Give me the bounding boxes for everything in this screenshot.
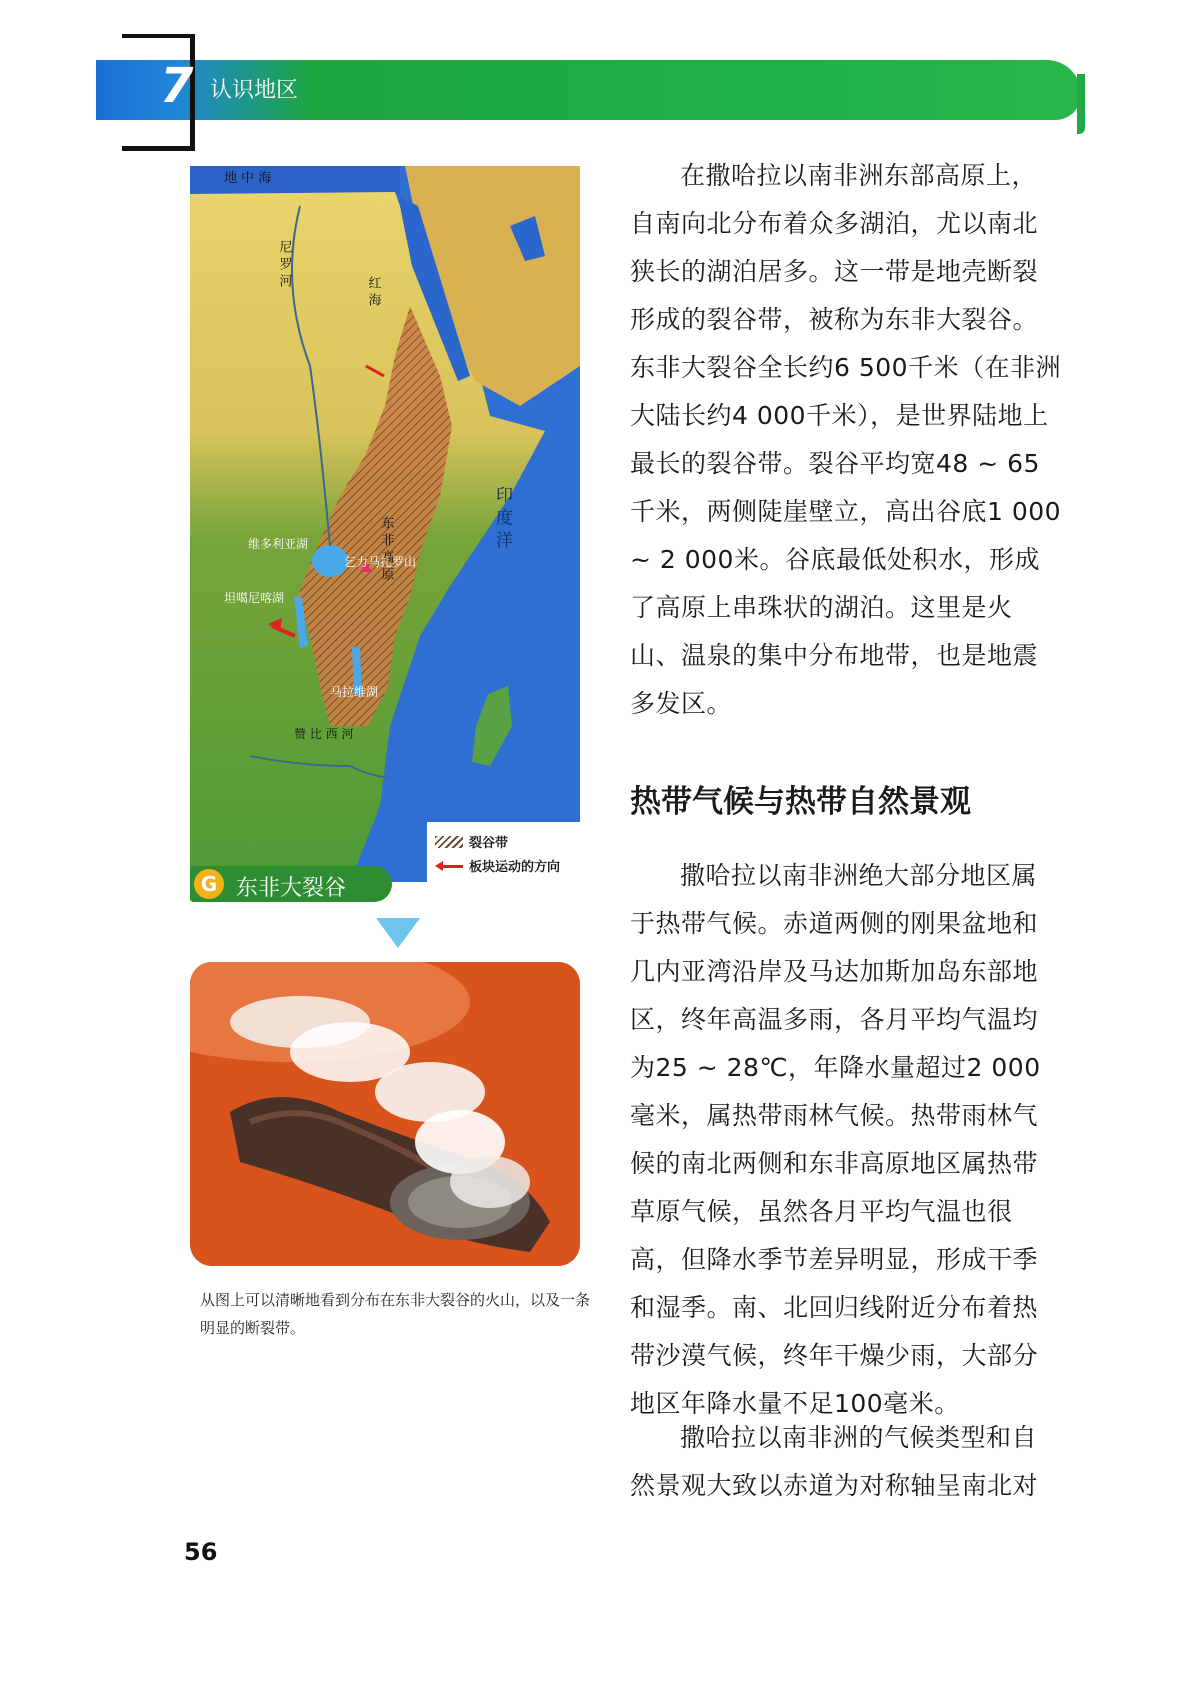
map-caption: 东非大裂谷 (236, 876, 347, 901)
page-number: 56 (184, 1538, 218, 1566)
down-arrow-icon (376, 918, 420, 948)
chapter-number: 7 (160, 58, 194, 114)
map-label-kilimanjaro: 乞力马扎罗山 (344, 555, 417, 569)
map-label-indian-ocean: 印 度 洋 (492, 486, 512, 548)
east-africa-rift-map (190, 166, 580, 882)
hatch-swatch-icon (435, 836, 463, 848)
legend-label-rift: 裂谷带 (469, 836, 509, 851)
arrow-left-icon (435, 860, 463, 872)
paragraph-rift-valley: 在撒哈拉以南非洲东部高原上，自南向北分布着众多湖泊，尤以南北狭长的湖泊居多。这一带是地壳断裂形成的裂谷带，被称为东非大裂谷。东非大裂谷全长约6 500千米（在非洲大陆长约4 000千米），是世界陆地上最长的裂谷带。裂谷平均宽48 ~ 65千米，两侧陡崖壁立，高出谷底1 000 ~ 2 000米。谷底最低处积水，形成了高原上串珠状的湖泊。这里是火山、温泉的集中分布地带，也是地震多发区。 (630, 161, 1062, 718)
legend-item-rift (435, 832, 508, 851)
figure-letter-badge: G (194, 869, 224, 899)
volcano-aerial-photo (190, 962, 580, 1266)
map-label-lake-victoria: 维多利亚湖 (248, 537, 309, 551)
map-label-red-sea: 红 海 (365, 276, 381, 307)
paragraph-symmetry: 撒哈拉以南非洲的气候类型和自然景观大致以赤道为对称轴呈南北对 (630, 1423, 1039, 1500)
map-label-nile: 尼 罗 河 (276, 240, 292, 288)
map-label-mediterranean: 地 中 海 (224, 171, 272, 186)
volcano-illustration (190, 962, 580, 1266)
chapter-title: 认识地区 (210, 78, 299, 103)
map-label-lake-tanganyika: 坦噶尼喀湖 (224, 591, 285, 605)
map-label-lake-malawi: 马拉维湖 (330, 685, 379, 699)
legend-item-plate-motion (435, 856, 560, 875)
map-label-east-africa-plateau: 东 非 高 原 (378, 516, 394, 581)
paragraph-tropical-climate: 撒哈拉以南非洲绝大部分地区属于热带气候。赤道两侧的刚果盆地和几内亚湾沿岸及马达加斯加岛东部地区，终年高温多雨，各月平均气温均为25 ~ 28℃，年降水量超过2 000毫米，属热带雨林气候。热带雨林气候的南北两侧和东非高原地区属热带草原气候，虽然各月平均气温也很高，但降水季节差异明显，形成干季和湿季。南、北回归线附近分布着热带沙漠气候，终年干燥少雨，大部分地区年降水量不足100毫米。 (630, 861, 1041, 1418)
map-label-zambezi: 赞 比 西 河 (294, 727, 354, 741)
legend-label-plate-motion: 板块运动的方向 (469, 860, 561, 875)
section-heading: 热带气候与热带自然景观 (630, 784, 971, 820)
map-legend (427, 822, 580, 882)
photo-caption: 从图上可以清晰地看到分布在东非大裂谷的火山，以及一条明显的断裂带。 (200, 1291, 591, 1337)
map-illustration (190, 166, 580, 882)
